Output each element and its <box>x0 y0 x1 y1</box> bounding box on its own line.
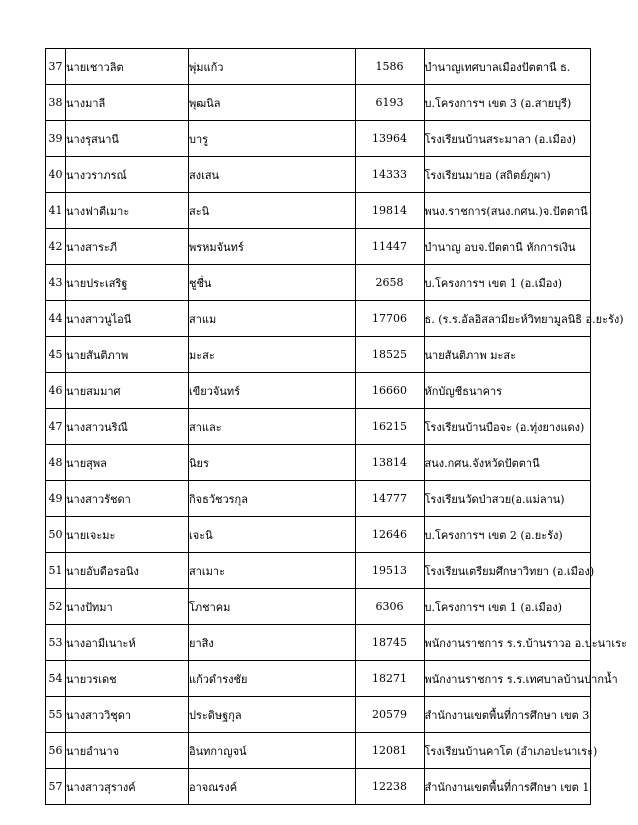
member-code: 12646 <box>355 517 424 553</box>
first-name: นางมาลี <box>66 85 189 121</box>
member-code: 17706 <box>355 301 424 337</box>
last-name: กิจธวัชวรกุล <box>189 481 356 517</box>
first-name: นายสันติภาพ <box>66 337 189 373</box>
workplace: บ.โครงการฯ เขต 2 (อ.ยะรัง) <box>424 517 591 553</box>
workplace: หักบัญชีธนาคาร <box>424 373 591 409</box>
table-row <box>46 265 591 301</box>
workplace: โรงเรียนบ้านบือจะ (อ.ทุ่งยางแดง) <box>424 409 591 445</box>
member-code: 6306 <box>355 589 424 625</box>
last-name: บารู <box>189 121 356 157</box>
table-row <box>46 229 591 265</box>
workplace: บำนาญ อบจ.ปัตตานี หักการเงิน <box>424 229 591 265</box>
last-name: เจะนิ <box>189 517 356 553</box>
workplace: บ.โครงการฯ เขต 1 (อ.เมือง) <box>424 589 591 625</box>
table-row <box>46 157 591 193</box>
first-name: นายอับดือรอนิง <box>66 553 189 589</box>
member-code: 11447 <box>355 229 424 265</box>
first-name: นายสุพล <box>66 445 189 481</box>
last-name: อาจณรงค์ <box>189 769 356 805</box>
first-name: นางสาวนริณี <box>66 409 189 445</box>
first-name: นางรุสนานี <box>66 121 189 157</box>
member-code: 12238 <box>355 769 424 805</box>
last-name: เขียวจันทร์ <box>189 373 356 409</box>
member-code: 6193 <box>355 85 424 121</box>
first-name: นางวราภรณ์ <box>66 157 189 193</box>
workplace: บ.โครงการฯ เขต 1 (อ.เมือง) <box>424 265 591 301</box>
workplace: โรงเรียนเตรียมศึกษาวิทยา (อ.เมือง) <box>424 553 591 589</box>
first-name: นางปัทมา <box>66 589 189 625</box>
first-name: นางอามีเนาะห์ <box>66 625 189 661</box>
member-code: 16215 <box>355 409 424 445</box>
last-name: สาและ <box>189 409 356 445</box>
member-code: 12081 <box>355 733 424 769</box>
workplace: นายสันติภาพ มะสะ <box>424 337 591 373</box>
table-row <box>46 733 591 769</box>
workplace: สำนักงานเขตพื้นที่การศึกษา เขต 3 <box>424 697 591 733</box>
row-number: 51 <box>46 553 66 589</box>
member-code: 2658 <box>355 265 424 301</box>
last-name: แก้วดำรงชัย <box>189 661 356 697</box>
first-name: นางสาวสุรางค์ <box>66 769 189 805</box>
last-name: ชูชื่น <box>189 265 356 301</box>
first-name: นางฟาตีเมาะ <box>66 193 189 229</box>
table-row <box>46 697 591 733</box>
member-code: 1586 <box>355 49 424 85</box>
member-code: 13964 <box>355 121 424 157</box>
row-number: 45 <box>46 337 66 373</box>
row-number: 49 <box>46 481 66 517</box>
last-name: สาแม <box>189 301 356 337</box>
workplace: พนักงานราชการ ร.ร.บ้านราวอ อ.ปะนาเระ <box>424 625 591 661</box>
table-row <box>46 481 591 517</box>
table-row <box>46 373 591 409</box>
member-code: 18525 <box>355 337 424 373</box>
member-code: 19513 <box>355 553 424 589</box>
last-name: สงเสน <box>189 157 356 193</box>
workplace: โรงเรียนวัดป่าสวย(อ.แม่ลาน) <box>424 481 591 517</box>
row-number: 37 <box>46 49 66 85</box>
first-name: นายวรเดช <box>66 661 189 697</box>
row-number: 55 <box>46 697 66 733</box>
row-number: 56 <box>46 733 66 769</box>
last-name: พรหมจันทร์ <box>189 229 356 265</box>
first-name: นายประเสริฐ <box>66 265 189 301</box>
member-code: 16660 <box>355 373 424 409</box>
first-name: นายเชาวลิต <box>66 49 189 85</box>
workplace: โรงเรียนมายอ (สถิตย์ภูผา) <box>424 157 591 193</box>
workplace: สนง.กศน.จังหวัดปัตตานี <box>424 445 591 481</box>
member-code: 19814 <box>355 193 424 229</box>
table-row <box>46 625 591 661</box>
member-code: 14333 <box>355 157 424 193</box>
table-row <box>46 193 591 229</box>
table-row <box>46 85 591 121</box>
member-table <box>45 48 627 805</box>
last-name: มะสะ <box>189 337 356 373</box>
row-number: 48 <box>46 445 66 481</box>
table-row <box>46 517 591 553</box>
member-code: 20579 <box>355 697 424 733</box>
workplace: สำนักงานเขตพื้นที่การศึกษา เขต 1 <box>424 769 591 805</box>
row-number: 38 <box>46 85 66 121</box>
row-number: 50 <box>46 517 66 553</box>
first-name: นายเจะมะ <box>66 517 189 553</box>
table-row <box>46 445 591 481</box>
member-code: 14777 <box>355 481 424 517</box>
last-name: ยาสิง <box>189 625 356 661</box>
first-name: นายสมมาศ <box>66 373 189 409</box>
workplace: ธ. (ร.ร.อัลอิสลามียะห์วิทยามูลนิธิ อ.ยะรัง) <box>424 301 591 337</box>
row-number: 53 <box>46 625 66 661</box>
row-number: 40 <box>46 157 66 193</box>
workplace: โรงเรียนบ้านสระมาลา (อ.เมือง) <box>424 121 591 157</box>
row-number: 46 <box>46 373 66 409</box>
workplace: บำนาญเทศบาลเมืองปัตตานี ธ. <box>424 49 591 85</box>
last-name: พุ่มแก้ว <box>189 49 356 85</box>
row-number: 43 <box>46 265 66 301</box>
workplace: พนง.ราชการ(สนง.กศน.)จ.ปัตตานี <box>424 193 591 229</box>
table-row <box>46 121 591 157</box>
table-row <box>46 553 591 589</box>
last-name: นิยร <box>189 445 356 481</box>
last-name: โภชาคม <box>189 589 356 625</box>
last-name: อินทกาญจน์ <box>189 733 356 769</box>
last-name: สาเมาะ <box>189 553 356 589</box>
row-number: 41 <box>46 193 66 229</box>
first-name: นางสาววิชุดา <box>66 697 189 733</box>
row-number: 47 <box>46 409 66 445</box>
row-number: 44 <box>46 301 66 337</box>
table-row <box>46 49 591 85</box>
row-number: 52 <box>46 589 66 625</box>
member-code: 18745 <box>355 625 424 661</box>
row-number: 57 <box>46 769 66 805</box>
table-row <box>46 769 591 805</box>
workplace: บ.โครงการฯ เขต 3 (อ.สายบุรี) <box>424 85 591 121</box>
first-name: นางสาวรัชดา <box>66 481 189 517</box>
member-code: 18271 <box>355 661 424 697</box>
table-row <box>46 661 591 697</box>
table-row <box>46 589 591 625</box>
first-name: นางสาระภี <box>66 229 189 265</box>
row-number: 39 <box>46 121 66 157</box>
workplace: พนักงานราชการ ร.ร.เทศบาลบ้านปากน้ำ <box>424 661 591 697</box>
workplace: โรงเรียนบ้านคาโต (อำเภอปะนาเระ) <box>424 733 591 769</box>
last-name: พุฒนิล <box>189 85 356 121</box>
last-name: สะนิ <box>189 193 356 229</box>
table-row <box>46 337 591 373</box>
member-code: 13814 <box>355 445 424 481</box>
last-name: ประดิษฐกุล <box>189 697 356 733</box>
row-number: 54 <box>46 661 66 697</box>
first-name: นางสาวนูไอนี <box>66 301 189 337</box>
table-row <box>46 301 591 337</box>
first-name: นายอำนาจ <box>66 733 189 769</box>
table-row <box>46 409 591 445</box>
row-number: 42 <box>46 229 66 265</box>
